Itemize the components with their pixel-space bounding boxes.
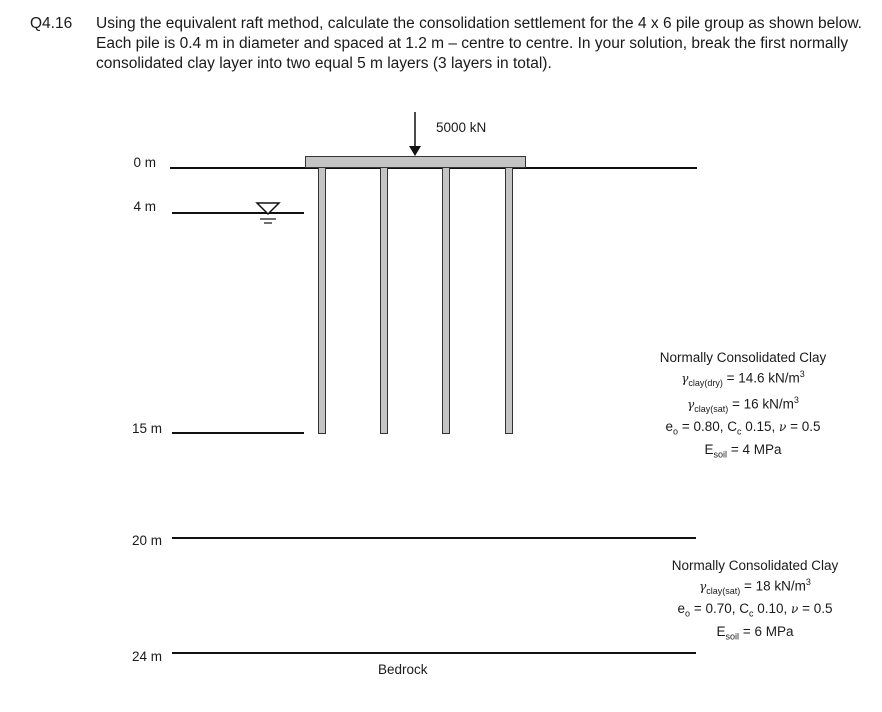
pile-cap [305, 156, 526, 168]
layer1-title: Normally Consolidated Clay [659, 350, 827, 365]
question-text: Using the equivalent raft method, calculate the consolidation settlement for the 4 x 6 pile group as shown below. Each pile is 0.4 m in diameter and spaced at 1.2 m – centre to centre. In your solution, break the first normally consolidated clay layer into two equal 5 m layers (3 layers in total). [96, 15, 862, 72]
pile [442, 167, 450, 434]
bedrock-label: Bedrock [378, 662, 428, 677]
layer2-params: $e_o = 0.70$, $C_c$ 0.10, ν = 0.5 [677, 601, 833, 619]
layer1-properties [648, 349, 838, 464]
layer2-gamma-sat: $\gamma_{clay(sat)} = 18$ $kN/m^3$ [699, 577, 811, 597]
water-table-icon [254, 198, 284, 226]
layer2-esoil: $E_{soil} = 6$ MPa [716, 623, 794, 642]
question-number: Q4.16 [30, 15, 73, 32]
layer1-gamma-dry: $\gamma_{clay(dry)} = 14.6$ $kN/m^3$ [681, 369, 805, 389]
load-label: 5000 kN [436, 120, 487, 135]
depth-label-15: 15 m [131, 421, 162, 436]
layer-boundary-20-line [172, 537, 696, 539]
depth-label-0: 0 m [133, 155, 156, 170]
load-arrow-icon [405, 110, 425, 158]
layer1-esoil: $E_{soil} = 4$ MPa [704, 442, 782, 460]
layer1-params: $e_o = 0.80$, $C_c$ 0.15, ν = 0.5 [665, 419, 821, 438]
depth-label-4: 4 m [133, 199, 156, 214]
pile [318, 167, 326, 434]
layer1-gamma-sat: $\gamma_{clay(sat)} = 16$ $kN/m^3$ [687, 395, 799, 415]
depth-15-line [172, 432, 304, 434]
depth-label-24: 24 m [131, 649, 162, 664]
bedrock-line [172, 652, 696, 654]
pile [505, 167, 513, 434]
depth-label-20: 20 m [131, 533, 162, 548]
pile [380, 167, 388, 434]
layer2-properties [660, 557, 850, 646]
layer2-title: Normally Consolidated Clay [671, 558, 839, 573]
water-table-line [172, 212, 304, 214]
